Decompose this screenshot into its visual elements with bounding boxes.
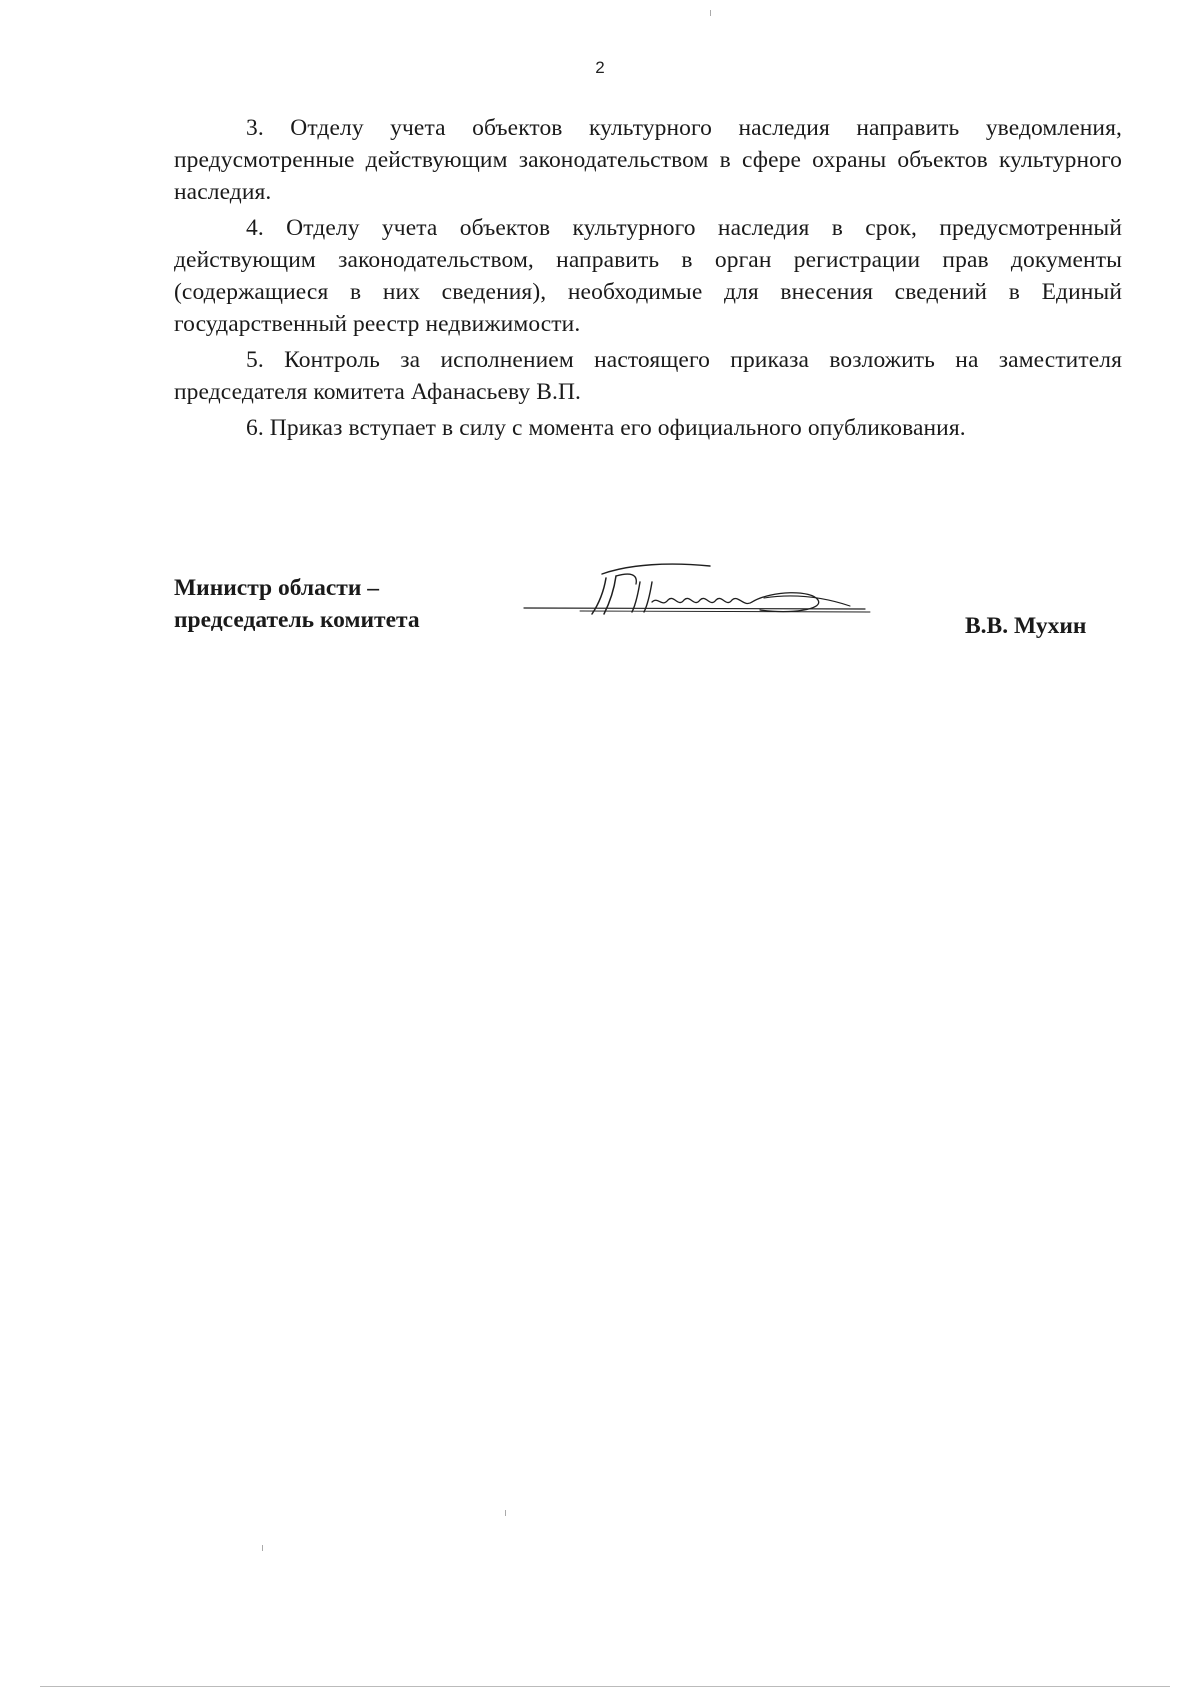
handwritten-signature — [520, 556, 880, 626]
signatory-title-line2: председатель комитета — [174, 607, 420, 633]
paragraph-5: 5. Контроль за исполнением настоящего приказа возложить на заместителя председателя комитета Афанасьеву В.П. — [174, 347, 1122, 405]
signatory-title-line1: Министр области – — [174, 575, 379, 601]
paragraph-3: 3. Отделу учета объектов культурного наследия направить уведомления, предусмотренные действующим законодательством в сфере охраны объектов культурного наследия. — [174, 115, 1122, 205]
paragraph-4: 4. Отделу учета объектов культурного наследия в срок, предусмотренный действующим законодательством, направить в орган регистрации прав документы (содержащиеся в них сведения), необходимые для внесения сведений в Единый государственный реестр недвижимости. — [174, 215, 1122, 337]
signatory-title — [174, 572, 420, 636]
signatory-name: В.В. Мухин — [965, 613, 1087, 639]
scan-speck — [262, 1545, 263, 1551]
scan-edge-line — [40, 1686, 1170, 1687]
scan-speck — [710, 10, 711, 16]
page-number: 2 — [595, 58, 605, 77]
paragraph-6: 6. Приказ вступает в силу с момента его официального опубликования. — [246, 415, 966, 441]
scan-speck — [505, 1510, 506, 1516]
document-body — [174, 112, 1122, 448]
